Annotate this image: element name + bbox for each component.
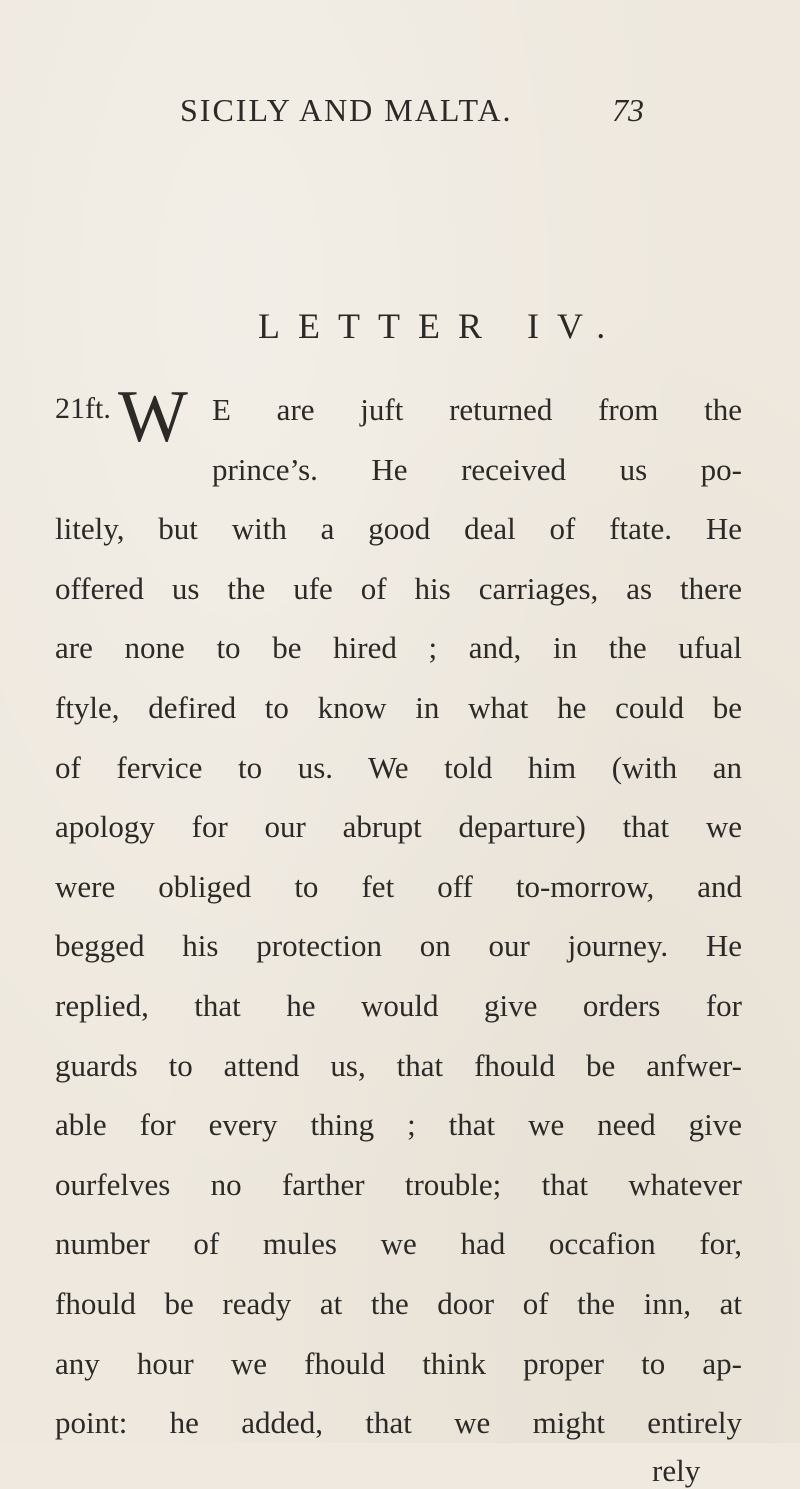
text-line: begged his protection on our journey. He — [55, 928, 742, 964]
text-line: apology for our abrupt departure) that we — [55, 809, 742, 845]
text-line: ourfelves no farther trouble; that whatever — [55, 1166, 742, 1202]
text-line: replied, that he would give orders for — [55, 988, 742, 1023]
text-line: number of mules we had occafion for, — [55, 1226, 742, 1262]
drop-cap: W — [118, 376, 188, 458]
text-line: offered us the ufe of his carriages, as there — [55, 570, 742, 606]
text-line: prince’s. He received us po- — [212, 451, 742, 487]
text-line: ftyle, defired to know in what he could be — [55, 690, 742, 725]
text-line: of fervice to us. We told him (with an — [55, 749, 742, 785]
letter-date: 21ft. — [55, 392, 111, 425]
text-line: litely, but with a good deal of ftate. He — [55, 511, 742, 547]
page-number: 73 — [612, 92, 644, 128]
text-line: guards to attend us, that fhould be anfwer- — [55, 1047, 742, 1083]
text-line: any hour we fhould think proper to ap- — [55, 1345, 742, 1381]
letter-heading: LETTER IV. — [258, 306, 624, 346]
text-line: able for every thing ; that we need give — [55, 1107, 742, 1143]
text-line: are none to be hired ; and, in the ufual — [55, 630, 742, 666]
text-line: fhould be ready at the door of the inn, at — [55, 1286, 742, 1321]
catchword: rely — [652, 1452, 701, 1488]
text-line: point: he added, that we might entirely — [55, 1405, 742, 1441]
text-line: were obliged to fet off to-morrow, and — [55, 868, 742, 904]
text-line: E are juft returned from the — [212, 392, 742, 427]
running-head: SICILY AND MALTA. — [180, 92, 513, 128]
